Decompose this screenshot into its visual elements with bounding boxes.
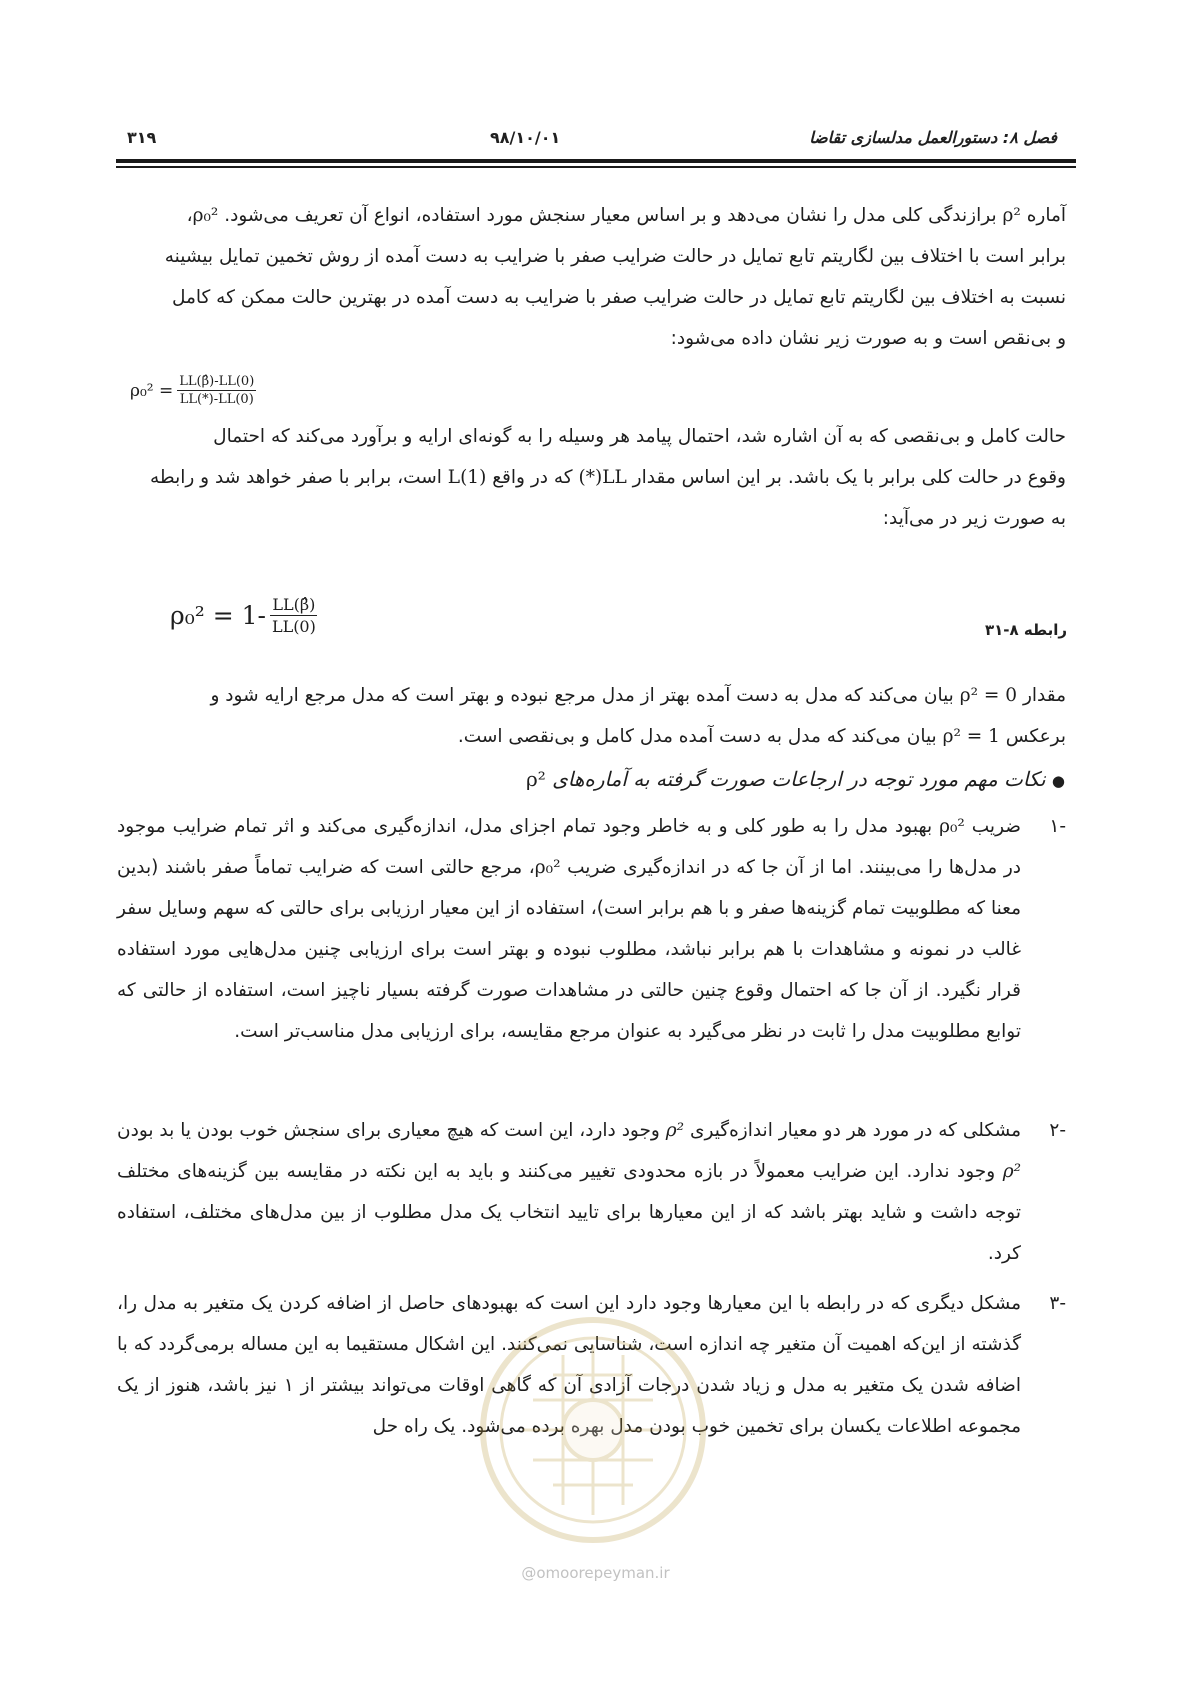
list-item (117, 1110, 1066, 1274)
list-item-text: مشکل دیگری که در رابطه با این معیارها وجود دارد این است که بهبودهای حاصل از اضافه کردن یک متغیر به مدل را، گذشته از این‌که اهمیت آن متغیر چه اندازه است، شناسایی نمی‌کنند. این اشکال مستقیما به این مساله برمی‌گردد که با اضافه شدن یک متغیر به مدل و زیاد شدن درجات آزادی آن که گاهی اوقات می‌تواند بیشتر از ۱ نیز باشد، هنوز از یک مجموعه اطلاعات یکسان برای تخمین خوب بودن مدل بهره برده می‌شود. یک راه حل (117, 1293, 1022, 1437)
formula-fraction (177, 374, 256, 407)
paragraph-line: مقدار ρ² = 0 بیان می‌کند که مدل به دست آمده بهتر از مدل مرجع نبوده و بهتر است که مدل مرجع ارایه شود و (210, 685, 1066, 706)
formula-lhs: ρ₀² = (130, 380, 174, 401)
formula-fraction (270, 595, 318, 636)
bullet-heading: ● نکات مهم مورد توجه در ارجاعات صورت گرفته به آماره‌های ρ² (525, 767, 1065, 791)
paragraph-line: برابر است با اختلاف بین لگاریتم تابع تمایل در حالت ضرایب صفر با ضرایب به دست آمده از روش تخمین تمایل بیشینه (164, 246, 1066, 267)
rho-squared-symbol: ρ² (525, 767, 546, 791)
formula-rho-zero-ratio (130, 374, 256, 407)
list-item (117, 806, 1066, 1052)
page-number: ۳۱۹ (127, 128, 157, 147)
list-item-number: -۲ (1049, 1120, 1066, 1141)
paragraph-rho-definition (117, 195, 1066, 359)
formula-lhs: ρ₀² = 1- (170, 601, 266, 630)
paragraph-line: نسبت به اختلاف بین لگاریتم تابع تمایل در حالت ضرایب صفر با ضرایب به دست آمده در بهترین حالت ممکن که کامل (171, 287, 1066, 308)
paragraph-line: برعکس ρ² = 1 بیان می‌کند که مدل به دست آمده مدل کامل و بی‌نقصی است. (457, 726, 1066, 747)
paragraph-rho-values (117, 675, 1066, 757)
formula-numerator: LL(β̂)-LL(0) (179, 374, 255, 389)
paragraph-perfect-model (117, 416, 1066, 539)
header-date: ۹۸/۱۰/۰۱ (490, 128, 561, 147)
formula-rho-zero-simplified (170, 595, 318, 636)
header-rule-thick (116, 159, 1076, 163)
list-item-text: ضریب ρ₀² بهبود مدل را به طور کلی و به خاطر وجود تمام اجزای مدل، اندازه‌گیری می‌کند و اثر تمام ضرایب موجود در مدل‌ها را می‌بینند. اما از آن جا که در اندازه‌گیری ضریب ρ₀²، مرجع حالتی است که ضرایب تماماً صفر باشند (بدین معنا که مطلوبیت تمام گزینه‌ها صفر و با هم برابر است)، استفاده از این معیار ارزیابی برای حالتی که سهم وسایل سفر غالب در نمونه و مشاهدات با هم برابر نباشد، مطلوب نبوده و بهتر است برای ارزیابی چنین مدل‌هایی مورد استفاده قرار نگیرد. از آن جا که احتمال وقوع چنین حالتی در مشاهدات صورت گرفته بسیار ناچیز است، استفاده از حالتی که توابع مطلوبیت مدل را ثابت در نظر می‌گیرد به عنوان مرجع مقایسه، برای ارزیابی مدل مناسب‌تر است. (117, 816, 1021, 1042)
rho-zero-squared-symbol: ρ₀²، (186, 205, 219, 226)
bullet-icon: ● (1051, 772, 1065, 790)
list-item-text: مشکلی که در مورد هر دو معیار اندازه‌گیری ρ² وجود دارد، این است که هیچ معیاری برای سنجش خوب بودن یا بد بودن ρ² وجود ندارد. این ضرایب معمولاً در بازه محدودی تغییر می‌کنند و باید به این نکته در مقایسه بین گزینه‌های مختلف توجه داشت و شاید بهتر باشد که از این معیارها برای تایید انتخاب یک مدل مطلوب از بین مدل‌های مختلف، استفاده کرد. (117, 1120, 1022, 1264)
paragraph-line: حالت کامل و بی‌نقصی که به آن اشاره شد، احتمال پیامد هر وسیله را به گونه‌ای ارایه و برآورد می‌کند که احتمال (213, 426, 1066, 447)
list-item-number: -۳ (1049, 1293, 1066, 1314)
watermark-text: @omoorepeyman.ir (521, 1564, 670, 1582)
watermark-logo-icon (458, 1300, 728, 1570)
formula-denominator: LL(0) (271, 617, 316, 636)
paragraph-line: وقوع در حالت کلی برابر با یک باشد. بر این اساس مقدار LL(*) که در واقع L(1) است، برابر با صفر خواهد شد و رابطه (149, 467, 1066, 488)
paragraph-line: آماره ρ² برازندگی کلی مدل را نشان می‌دهد و بر اساس معیار سنجش مورد استفاده، انواع آن تعریف می‌شود. ρ₀²، (186, 205, 1066, 226)
formula-denominator: LL(*)-LL(0) (179, 392, 254, 407)
header-rule-thin (116, 166, 1076, 168)
rho-squared-symbol: ρ² (1002, 205, 1021, 226)
paragraph-line: و بی‌نقص است و به صورت زیر نشان داده می‌شود: (670, 328, 1066, 349)
formula-numerator: LL(β̂) (272, 595, 316, 614)
list-item-number: -۱ (1049, 816, 1066, 837)
equation-label: رابطه ۸-۳۱ (984, 621, 1067, 639)
chapter-title: فصل ۸: دستورالعمل مدلسازی تقاضا (809, 128, 1057, 147)
paragraph-line: به صورت زیر در می‌آید: (882, 508, 1066, 529)
